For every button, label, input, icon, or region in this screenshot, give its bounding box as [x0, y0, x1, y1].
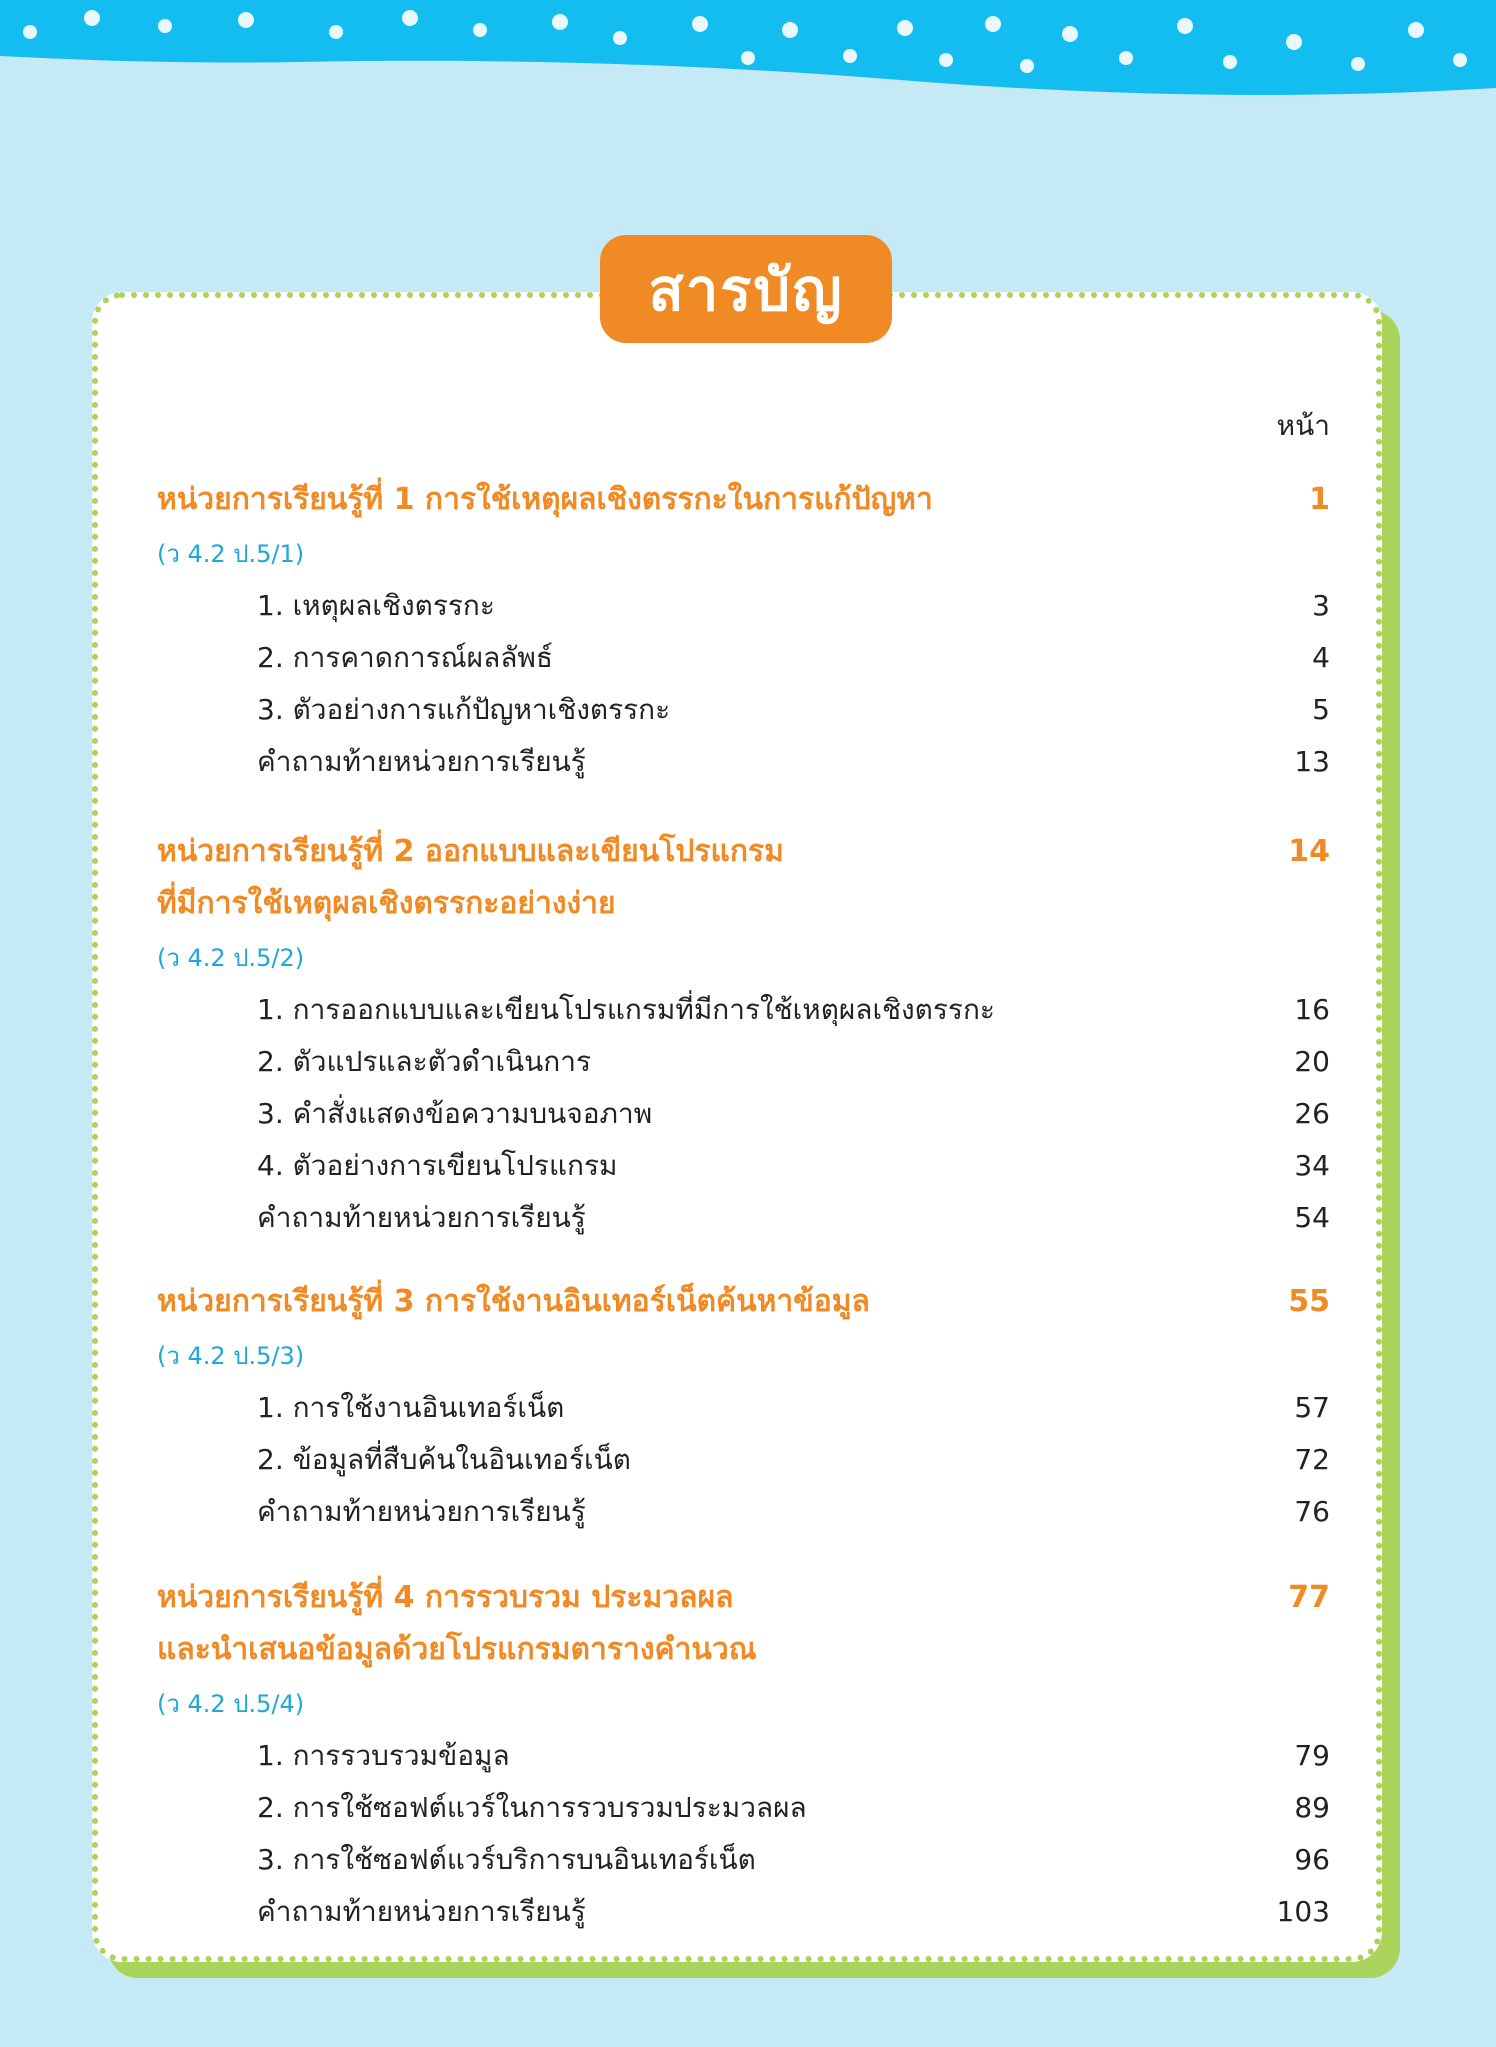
toc-entry-label: 2. ตัวแปรและตัวดำเนินการ: [257, 1045, 592, 1078]
toc-entry[interactable]: [157, 1730, 1330, 1782]
unit-heading[interactable]: [157, 1572, 1330, 1676]
toc-entry[interactable]: [157, 684, 1330, 736]
page-column-label: หน้า: [1276, 409, 1330, 442]
toc-entry-page-number: 54: [1294, 1201, 1330, 1234]
unit-standard-code: (ว 4.2 ป.5/4): [157, 1690, 305, 1718]
toc-unit: [157, 826, 1330, 1244]
toc-entry-page-number: 26: [1294, 1097, 1330, 1130]
toc-entry-label: คำถามท้ายหน่วยการเรียนรู้: [257, 1895, 586, 1928]
unit-heading-line: หน่วยการเรียนรู้ที่ 2 ออกแบบและเขียนโปรแกรม: [157, 834, 784, 869]
toc-entry[interactable]: [157, 1782, 1330, 1834]
unit-heading[interactable]: [157, 1276, 1330, 1328]
unit-heading[interactable]: [157, 826, 1330, 930]
toc-entry[interactable]: [157, 1382, 1330, 1434]
toc-entry[interactable]: [157, 984, 1330, 1036]
unit-heading-line: หน่วยการเรียนรู้ที่ 1 การใช้เหตุผลเชิงตรรกะในการแก้ปัญหา: [157, 482, 933, 517]
toc-entry-label: 3. ตัวอย่างการแก้ปัญหาเชิงตรรกะ: [257, 693, 671, 726]
toc-unit: [157, 1276, 1330, 1538]
toc-entry-page-number: 57: [1294, 1391, 1330, 1424]
toc-entry[interactable]: [157, 1886, 1330, 1938]
toc-entry-page-number: 72: [1294, 1443, 1330, 1476]
toc-entry-page-number: 4: [1312, 641, 1330, 674]
toc-entry-page-number: 3: [1312, 589, 1330, 622]
page-title: สารบัญ: [600, 235, 892, 343]
unit-page-number: 14: [1288, 834, 1330, 869]
toc-entry[interactable]: [157, 1834, 1330, 1886]
toc-entry-label: 3. คำสั่งแสดงข้อความบนจอภาพ: [257, 1097, 653, 1130]
toc-entry-page-number: 103: [1276, 1895, 1330, 1928]
unit-heading-line: และนำเสนอข้อมูลด้วยโปรแกรมตารางคำนวณ: [157, 1632, 757, 1667]
unit-standard-code: (ว 4.2 ป.5/3): [157, 1342, 305, 1370]
toc-entry-label: 1. เหตุผลเชิงตรรกะ: [257, 589, 495, 622]
toc-entry-page-number: 5: [1312, 693, 1330, 726]
toc-entry-page-number: 20: [1294, 1045, 1330, 1078]
toc-entry-label: 1. การออกแบบและเขียนโปรแกรมที่มีการใช้เหตุผลเชิงตรรกะ: [257, 993, 995, 1026]
toc-entry-label: 2. การคาดการณ์ผลลัพธ์: [257, 641, 553, 674]
toc-entry-page-number: 96: [1294, 1843, 1330, 1876]
unit-heading-line: หน่วยการเรียนรู้ที่ 4 การรวบรวม ประมวลผล: [157, 1580, 734, 1615]
toc-entry[interactable]: [157, 580, 1330, 632]
top-wave-banner: [0, 0, 1496, 110]
toc-entry-label: 1. การรวบรวมข้อมูล: [257, 1739, 510, 1772]
unit-standard-code: (ว 4.2 ป.5/1): [157, 540, 305, 568]
unit-heading[interactable]: [157, 474, 1330, 526]
unit-heading-line: หน่วยการเรียนรู้ที่ 3 การใช้งานอินเทอร์เน็ตค้นหาข้อมูล: [157, 1284, 870, 1319]
toc-entry[interactable]: [157, 1088, 1330, 1140]
toc-entry-label: 4. ตัวอย่างการเขียนโปรแกรม: [257, 1149, 618, 1182]
toc-entry-page-number: 79: [1294, 1739, 1330, 1772]
unit-heading-line: ที่มีการใช้เหตุผลเชิงตรรกะอย่างง่าย: [157, 886, 616, 921]
unit-page-number: 55: [1288, 1284, 1330, 1319]
toc-entry-label: 1. การใช้งานอินเทอร์เน็ต: [257, 1391, 565, 1424]
toc-entry-label: คำถามท้ายหน่วยการเรียนรู้: [257, 745, 586, 778]
unit-page-number: 77: [1288, 1580, 1330, 1615]
toc-entry[interactable]: [157, 1192, 1330, 1244]
toc-entry[interactable]: [157, 1434, 1330, 1486]
toc-entry-page-number: 13: [1294, 745, 1330, 778]
toc-unit: [157, 1572, 1330, 1938]
toc-entry-label: 2. ข้อมูลที่สืบค้นในอินเทอร์เน็ต: [257, 1443, 631, 1476]
unit-page-number: 1: [1309, 482, 1330, 517]
toc-entry-page-number: 16: [1294, 993, 1330, 1026]
toc-entry[interactable]: [157, 1486, 1330, 1538]
toc-entry[interactable]: [157, 632, 1330, 684]
toc-entry-label: 2. การใช้ซอฟต์แวร์ในการรวบรวมประมวลผล: [257, 1791, 807, 1824]
toc-entry-page-number: 34: [1294, 1149, 1330, 1182]
toc-unit: [157, 474, 1330, 788]
toc-entry-page-number: 76: [1294, 1495, 1330, 1528]
toc-entry[interactable]: [157, 1140, 1330, 1192]
toc-entry-page-number: 89: [1294, 1791, 1330, 1824]
unit-standard-code: (ว 4.2 ป.5/2): [157, 944, 305, 972]
toc-entry[interactable]: [157, 1036, 1330, 1088]
toc-entry-label: คำถามท้ายหน่วยการเรียนรู้: [257, 1201, 586, 1234]
toc-entry[interactable]: [157, 736, 1330, 788]
toc-entry-label: คำถามท้ายหน่วยการเรียนรู้: [257, 1495, 586, 1528]
toc-entry-label: 3. การใช้ซอฟต์แวร์บริการบนอินเทอร์เน็ต: [257, 1843, 756, 1876]
